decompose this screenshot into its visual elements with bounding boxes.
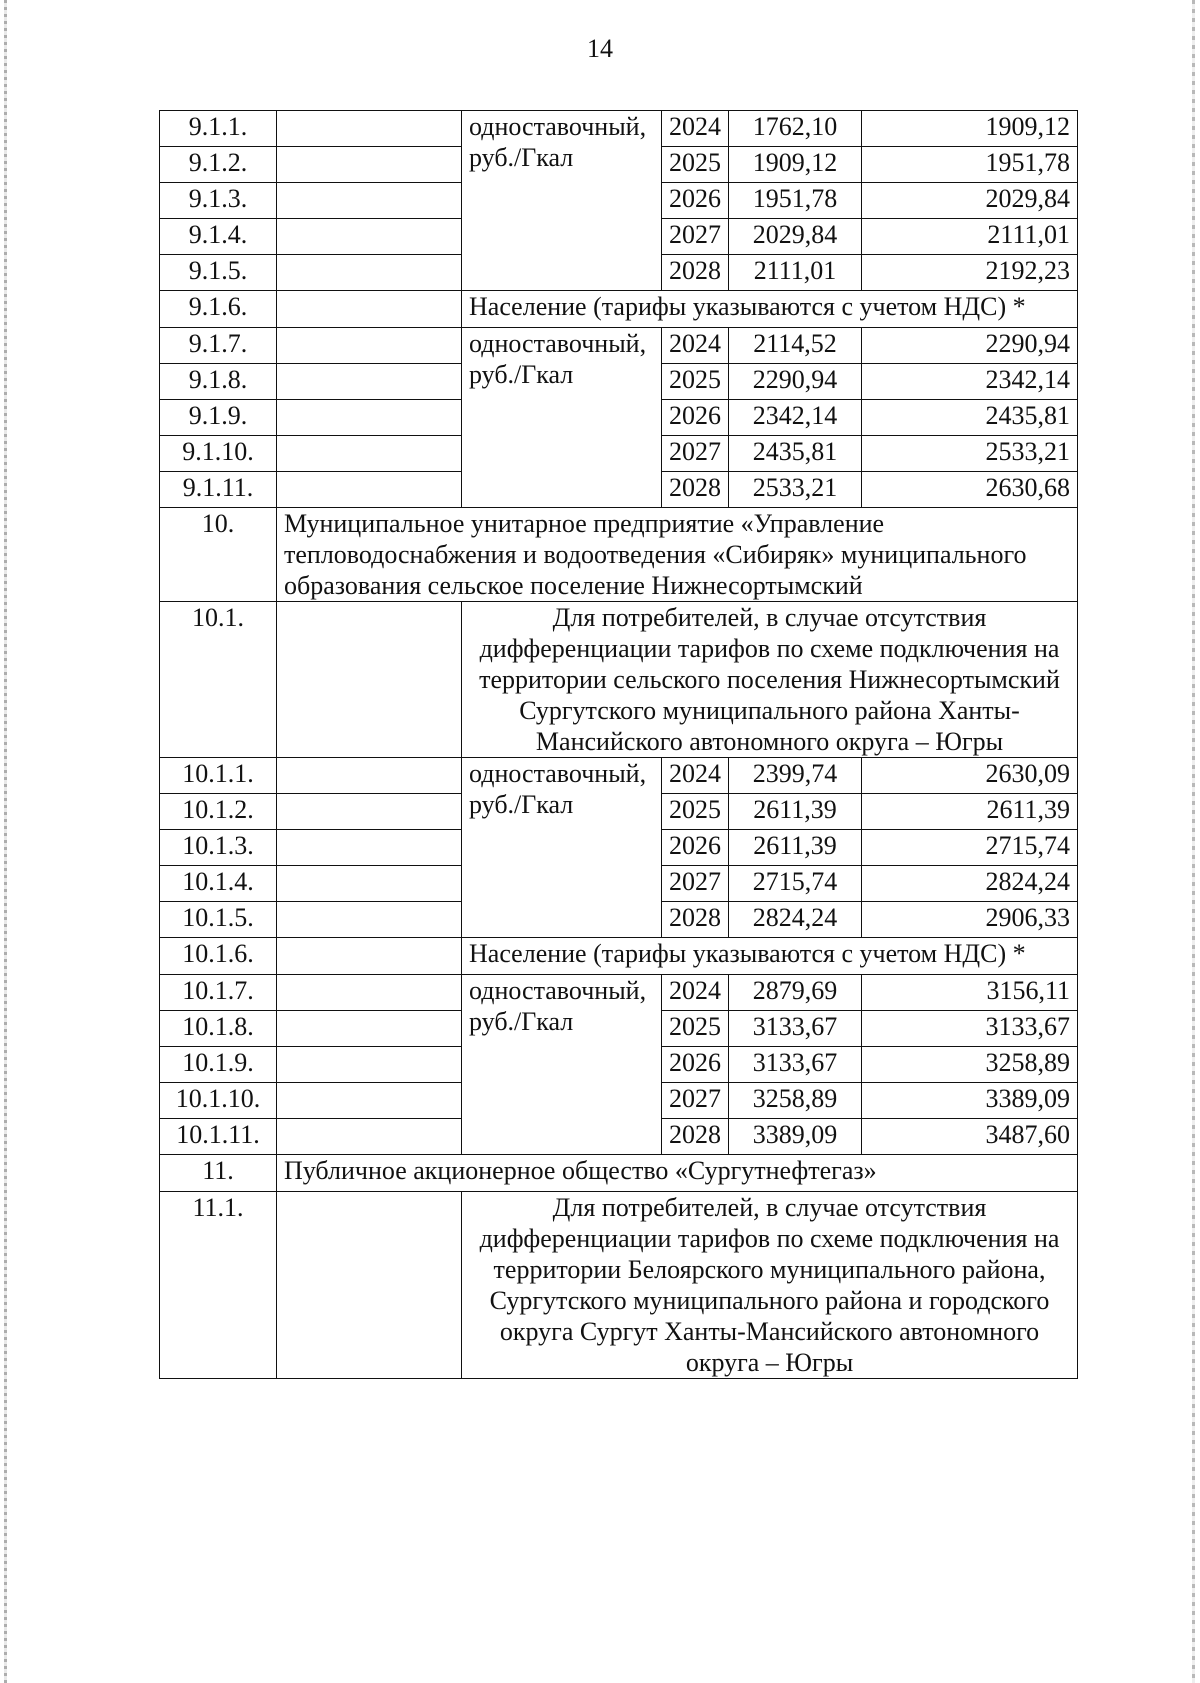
tariff-value-second-half: 2111,01 xyxy=(862,219,1078,255)
tariff-value-second-half: 2290,94 xyxy=(862,328,1078,364)
empty-cell xyxy=(277,147,462,183)
year-cell: 2027 xyxy=(662,436,729,472)
row-number: 11.1. xyxy=(160,1192,277,1379)
row-number: 11. xyxy=(160,1155,277,1192)
row-number: 9.1.2. xyxy=(160,147,277,183)
tariff-value-second-half: 2906,33 xyxy=(862,902,1078,938)
year-cell: 2025 xyxy=(662,794,729,830)
empty-cell xyxy=(277,255,462,291)
tariff-table xyxy=(159,110,1078,1379)
tariff-value-first-half: 2611,39 xyxy=(729,794,862,830)
empty-cell xyxy=(277,472,462,508)
table-row xyxy=(160,111,1078,147)
tariff-value-first-half: 2029,84 xyxy=(729,219,862,255)
consumer-group-row xyxy=(160,1192,1078,1379)
tariff-value-first-half: 3133,67 xyxy=(729,1011,862,1047)
year-cell: 2024 xyxy=(662,111,729,147)
year-cell: 2024 xyxy=(662,328,729,364)
empty-cell xyxy=(277,436,462,472)
empty-cell xyxy=(277,364,462,400)
year-cell: 2027 xyxy=(662,866,729,902)
tariff-value-second-half: 2630,09 xyxy=(862,758,1078,794)
row-number: 10.1.7. xyxy=(160,975,277,1011)
empty-cell xyxy=(277,794,462,830)
row-number: 9.1.1. xyxy=(160,111,277,147)
empty-cell xyxy=(277,866,462,902)
year-cell: 2027 xyxy=(662,219,729,255)
organization-row xyxy=(160,1155,1078,1192)
tariff-value-second-half: 1951,78 xyxy=(862,147,1078,183)
tariff-value-second-half: 2824,24 xyxy=(862,866,1078,902)
year-cell: 2026 xyxy=(662,400,729,436)
tariff-value-second-half: 2533,21 xyxy=(862,436,1078,472)
tariff-value-first-half: 1951,78 xyxy=(729,183,862,219)
section-header-row xyxy=(160,938,1078,975)
row-number: 9.1.11. xyxy=(160,472,277,508)
tariff-value-first-half: 2399,74 xyxy=(729,758,862,794)
tariff-value-first-half: 2435,81 xyxy=(729,436,862,472)
tariff-value-first-half: 2715,74 xyxy=(729,866,862,902)
organization-name: Публичное акционерное общество «Сургутнефтегаз» xyxy=(277,1155,1078,1192)
tariff-value-second-half: 2435,81 xyxy=(862,400,1078,436)
empty-cell xyxy=(277,1011,462,1047)
row-number: 10.1.4. xyxy=(160,866,277,902)
year-cell: 2026 xyxy=(662,1047,729,1083)
tariff-unit-cell: одноставочный, руб./Гкал xyxy=(462,758,662,938)
empty-cell xyxy=(277,902,462,938)
row-number: 10.1.8. xyxy=(160,1011,277,1047)
row-number: 10. xyxy=(160,508,277,602)
year-cell: 2025 xyxy=(662,364,729,400)
empty-cell xyxy=(277,219,462,255)
year-cell: 2026 xyxy=(662,830,729,866)
tariff-value-second-half: 2029,84 xyxy=(862,183,1078,219)
tariff-value-second-half: 3133,67 xyxy=(862,1011,1078,1047)
tariff-value-second-half: 2715,74 xyxy=(862,830,1078,866)
tariff-value-first-half: 2533,21 xyxy=(729,472,862,508)
row-number: 10.1.11. xyxy=(160,1119,277,1155)
empty-cell xyxy=(277,1047,462,1083)
tariff-value-first-half: 3389,09 xyxy=(729,1119,862,1155)
year-cell: 2024 xyxy=(662,975,729,1011)
tariff-value-first-half: 3133,67 xyxy=(729,1047,862,1083)
row-number: 9.1.9. xyxy=(160,400,277,436)
tariff-value-first-half: 1762,10 xyxy=(729,111,862,147)
row-number: 9.1.6. xyxy=(160,291,277,328)
scan-edge-left xyxy=(4,0,7,1683)
row-number: 10.1.9. xyxy=(160,1047,277,1083)
row-number: 10.1.1. xyxy=(160,758,277,794)
tariff-value-second-half: 2630,68 xyxy=(862,472,1078,508)
year-cell: 2028 xyxy=(662,255,729,291)
tariff-value-second-half: 2611,39 xyxy=(862,794,1078,830)
organization-row xyxy=(160,508,1078,602)
empty-cell xyxy=(277,938,462,975)
empty-cell xyxy=(277,291,462,328)
tariff-value-first-half: 2111,01 xyxy=(729,255,862,291)
empty-cell xyxy=(277,1083,462,1119)
row-number: 10.1.2. xyxy=(160,794,277,830)
row-number: 10.1.3. xyxy=(160,830,277,866)
row-number: 9.1.8. xyxy=(160,364,277,400)
tariff-value-second-half: 3389,09 xyxy=(862,1083,1078,1119)
year-cell: 2028 xyxy=(662,1119,729,1155)
row-number: 9.1.10. xyxy=(160,436,277,472)
tariff-value-first-half: 3258,89 xyxy=(729,1083,862,1119)
consumer-group-text: Для потребителей, в случае отсутствия дифференциации тарифов по схеме подключения на территории сельского поселения Нижнесортымский Сургутского муниципального района Ханты-Мансийского автономного округа – Югры xyxy=(462,602,1078,758)
consumer-group-row xyxy=(160,602,1078,758)
tariff-value-first-half: 2611,39 xyxy=(729,830,862,866)
empty-cell xyxy=(277,758,462,794)
row-number: 9.1.5. xyxy=(160,255,277,291)
tariff-table-body xyxy=(160,111,1078,1379)
year-cell: 2028 xyxy=(662,472,729,508)
tariff-value-first-half: 2114,52 xyxy=(729,328,862,364)
row-number: 10.1.5. xyxy=(160,902,277,938)
tariff-value-second-half: 3156,11 xyxy=(862,975,1078,1011)
row-number: 9.1.3. xyxy=(160,183,277,219)
tariff-value-first-half: 2290,94 xyxy=(729,364,862,400)
tariff-value-second-half: 2342,14 xyxy=(862,364,1078,400)
year-cell: 2024 xyxy=(662,758,729,794)
row-number: 10.1. xyxy=(160,602,277,758)
tariff-value-second-half: 2192,23 xyxy=(862,255,1078,291)
empty-cell xyxy=(277,400,462,436)
row-number: 10.1.6. xyxy=(160,938,277,975)
tariff-unit-cell: одноставочный, руб./Гкал xyxy=(462,328,662,508)
year-cell: 2026 xyxy=(662,183,729,219)
tariff-value-second-half: 1909,12 xyxy=(862,111,1078,147)
tariff-value-first-half: 2824,24 xyxy=(729,902,862,938)
table-row xyxy=(160,975,1078,1011)
organization-name: Муниципальное унитарное предприятие «Управление тепловодоснабжения и водоотведения «Сибиряк» муниципального образования сельское поселение Нижнесортымский xyxy=(277,508,1078,602)
empty-cell xyxy=(277,111,462,147)
table-row xyxy=(160,758,1078,794)
tariff-value-second-half: 3258,89 xyxy=(862,1047,1078,1083)
year-cell: 2028 xyxy=(662,902,729,938)
empty-cell xyxy=(277,1192,462,1379)
empty-cell xyxy=(277,328,462,364)
tariff-value-first-half: 2342,14 xyxy=(729,400,862,436)
empty-cell xyxy=(277,830,462,866)
empty-cell xyxy=(277,183,462,219)
row-number: 10.1.10. xyxy=(160,1083,277,1119)
year-cell: 2027 xyxy=(662,1083,729,1119)
year-cell: 2025 xyxy=(662,1011,729,1047)
row-number: 9.1.7. xyxy=(160,328,277,364)
table-row xyxy=(160,328,1078,364)
tariff-unit-cell: одноставочный, руб./Гкал xyxy=(462,111,662,291)
section-header-text: Население (тарифы указываются с учетом НДС) * xyxy=(462,291,1078,328)
tariff-value-first-half: 1909,12 xyxy=(729,147,862,183)
scan-edge-right xyxy=(1192,0,1195,1683)
section-header-text: Население (тарифы указываются с учетом НДС) * xyxy=(462,938,1078,975)
tariff-value-second-half: 3487,60 xyxy=(862,1119,1078,1155)
row-number: 9.1.4. xyxy=(160,219,277,255)
empty-cell xyxy=(277,975,462,1011)
page-number: 14 xyxy=(587,34,613,63)
consumer-group-text: Для потребителей, в случае отсутствия дифференциации тарифов по схеме подключения на территории Белоярского муниципального района, Сургутского муниципального района и городского округа Сургут Ханты-Мансийского автономного округа – Югры xyxy=(462,1192,1078,1379)
empty-cell xyxy=(277,602,462,758)
year-cell: 2025 xyxy=(662,147,729,183)
empty-cell xyxy=(277,1119,462,1155)
tariff-value-first-half: 2879,69 xyxy=(729,975,862,1011)
tariff-unit-cell: одноставочный, руб./Гкал xyxy=(462,975,662,1155)
section-header-row xyxy=(160,291,1078,328)
